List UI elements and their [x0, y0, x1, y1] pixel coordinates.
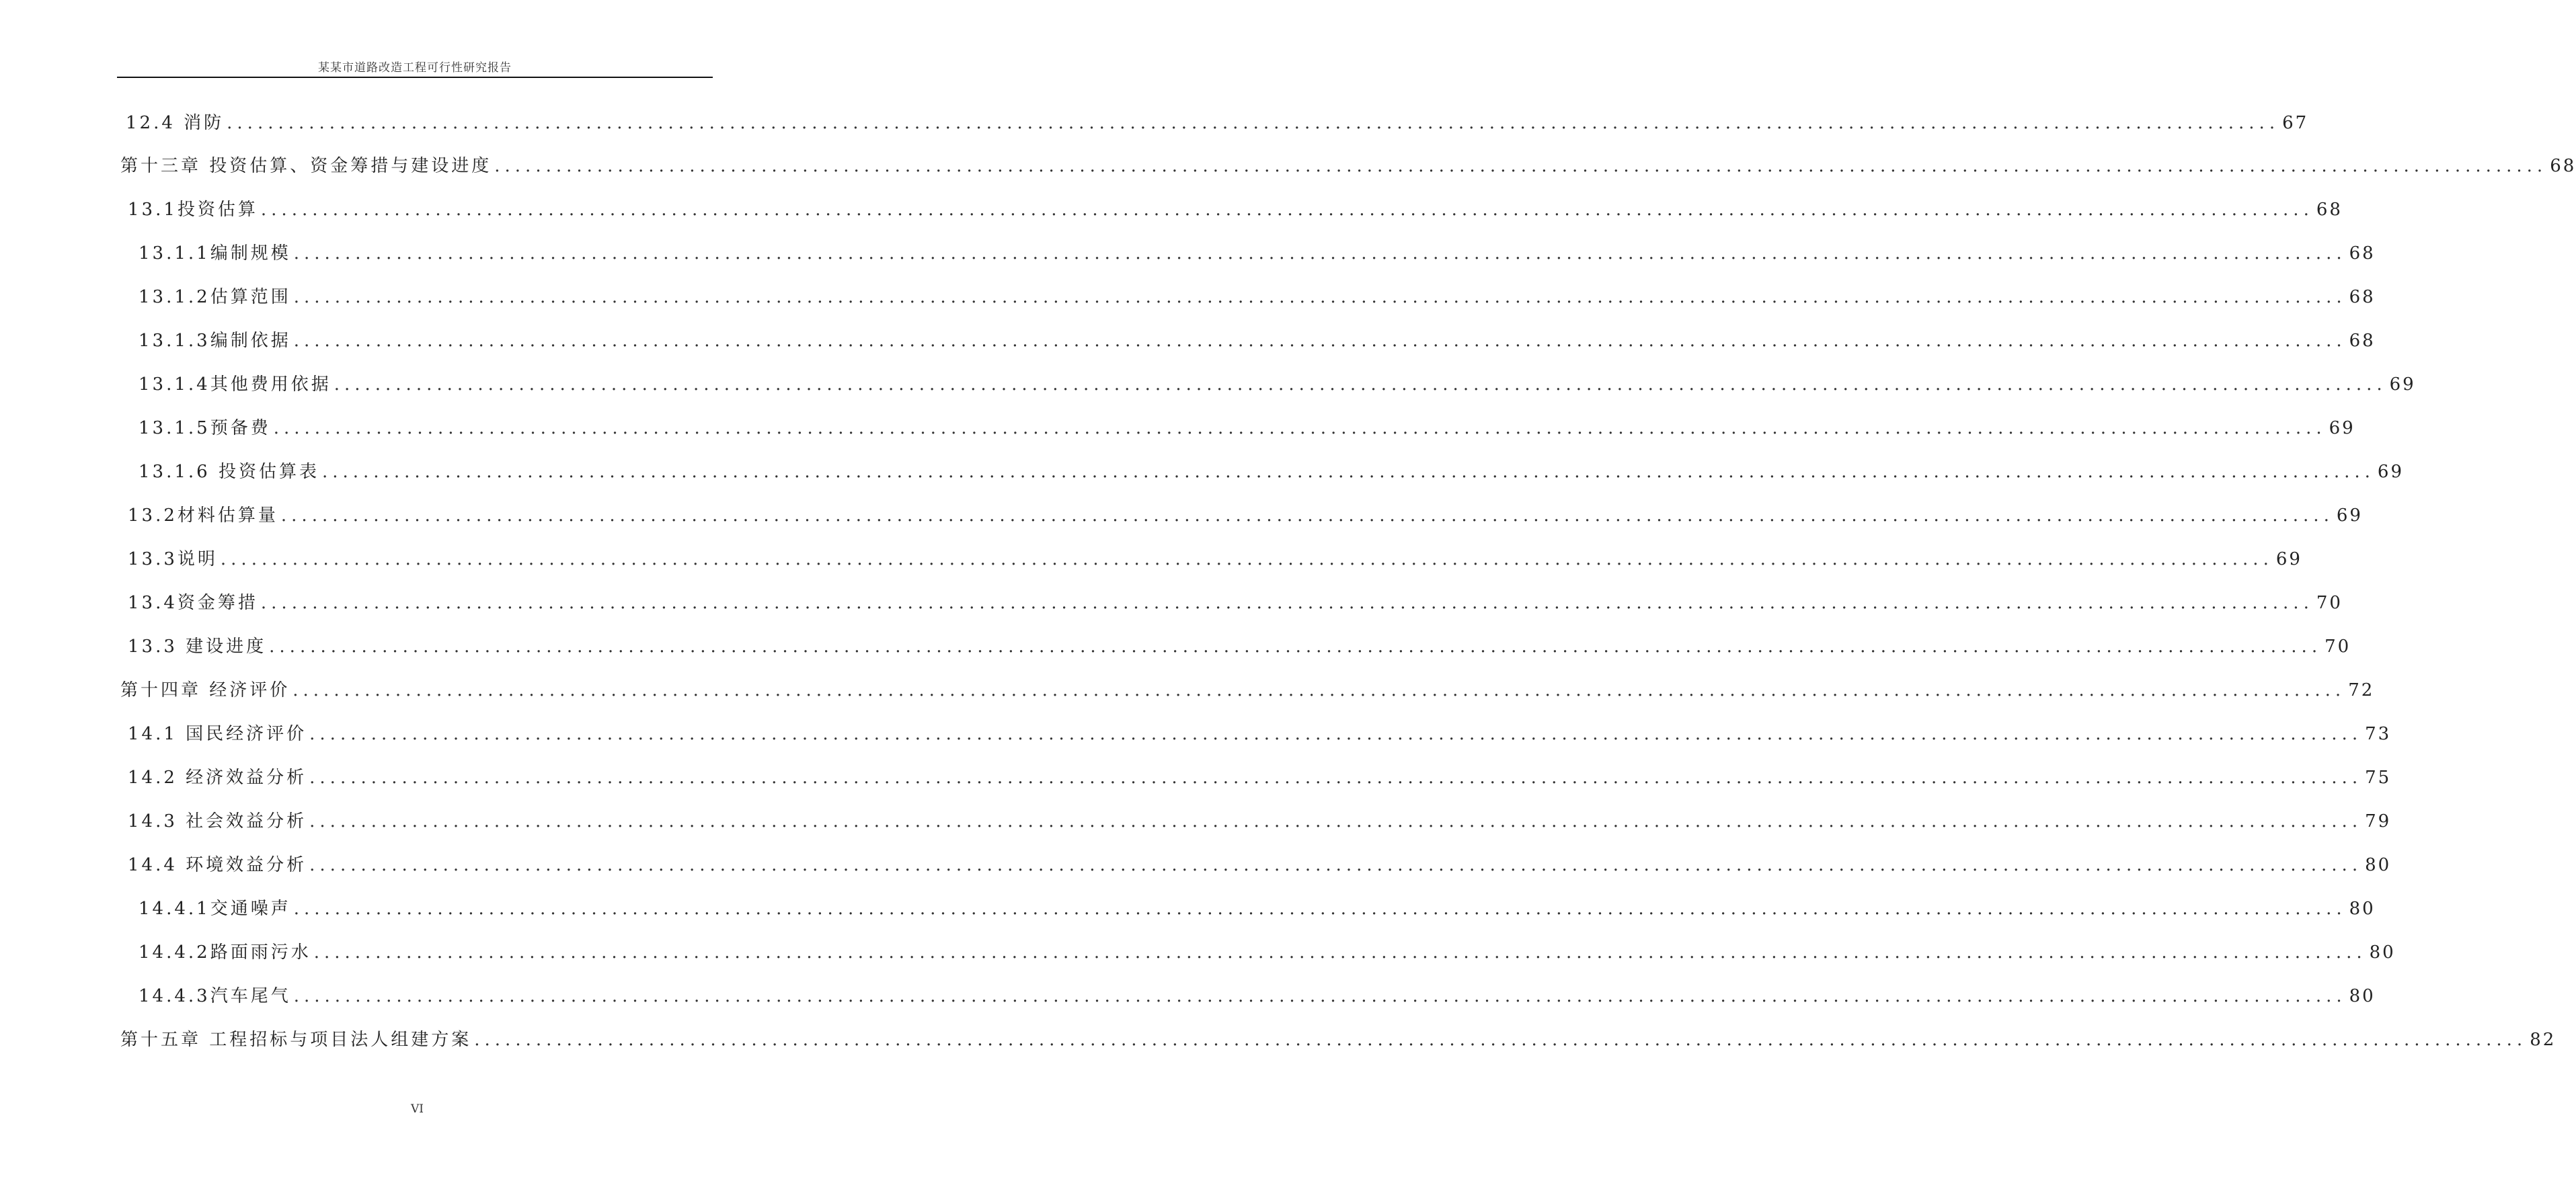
- toc-entry-page: 69: [2377, 462, 2404, 482]
- toc-dot-leader: ........................................................................................................................................................................................................: [269, 637, 2323, 657]
- toc-entry[interactable]: [128, 719, 2392, 745]
- toc-entry-page: 67: [2282, 113, 2309, 133]
- toc-entry[interactable]: [139, 893, 2376, 920]
- toc-entry-page: 70: [2325, 637, 2351, 657]
- toc-entry[interactable]: [139, 413, 2355, 440]
- toc-entry-page: 68: [2349, 243, 2376, 263]
- toc-entry[interactable]: [126, 108, 2309, 134]
- toc-entry-label: 14.4.1交通噪声: [139, 899, 291, 919]
- toc-entry[interactable]: [139, 282, 2376, 309]
- toc-dot-leader: ........................................................................................................................................................................................................: [321, 462, 2375, 482]
- toc-entry-label: 第十三章 投资估算、资金筹措与建设进度: [120, 156, 492, 176]
- toc-entry-label: 14.2 经济效益分析: [128, 768, 307, 788]
- running-header: 某某市道路改造工程可行性研究报告: [318, 61, 512, 75]
- toc-dot-leader: ........................................................................................................................................................................................................: [474, 1030, 2528, 1050]
- toc-entry-label: 14.4.2路面雨污水: [139, 942, 311, 963]
- toc-entry-label: 13.1.3编制依据: [139, 331, 291, 351]
- toc-entry[interactable]: [139, 981, 2376, 1008]
- toc-entry-page: 69: [2389, 374, 2416, 395]
- header-divider: [117, 77, 713, 78]
- toc-entry[interactable]: [128, 762, 2392, 789]
- toc-entry[interactable]: [139, 369, 2416, 396]
- toc-dot-leader: ........................................................................................................................................................................................................: [292, 680, 2346, 700]
- toc-entry-page: 73: [2365, 724, 2392, 744]
- toc-entry[interactable]: [139, 937, 2396, 964]
- toc-entry-label: 13.1.2估算范围: [139, 287, 291, 307]
- toc-dot-leader: ........................................................................................................................................................................................................: [260, 200, 2314, 220]
- toc-entry-page: 80: [2365, 855, 2392, 875]
- toc-entry[interactable]: [120, 151, 2576, 177]
- toc-entry-label: 13.2材料估算量: [128, 505, 278, 526]
- toc-entry-page: 80: [2369, 942, 2396, 963]
- toc-entry-page: 68: [2550, 156, 2576, 176]
- toc-entry-page: 80: [2349, 986, 2376, 1006]
- toc-entry[interactable]: [128, 631, 2351, 658]
- toc-entry-page: 68: [2316, 200, 2343, 220]
- toc-entry[interactable]: [120, 1024, 2557, 1051]
- toc-entry-label: 12.4 消防: [126, 113, 225, 133]
- toc-dot-leader: ........................................................................................................................................................................................................: [220, 549, 2273, 569]
- toc-dot-leader: ........................................................................................................................................................................................................: [309, 811, 2363, 831]
- toc-dot-leader: ........................................................................................................................................................................................................: [227, 113, 2280, 133]
- toc-dot-leader: ........................................................................................................................................................................................................: [309, 855, 2363, 875]
- toc-entry-label: 13.3说明: [128, 549, 218, 569]
- toc-entry[interactable]: [128, 544, 2302, 571]
- toc-entry-label: 13.3 建设进度: [128, 637, 267, 657]
- toc-entry-label: 13.1.4其他费用依据: [139, 374, 331, 395]
- toc-entry-page: 75: [2365, 768, 2392, 788]
- toc-entry-page: 80: [2349, 899, 2376, 919]
- toc-entry-label: 13.1.1编制规模: [139, 243, 291, 263]
- toc-dot-leader: ........................................................................................................................................................................................................: [293, 243, 2347, 263]
- toc-entry-label: 13.1.5预备费: [139, 418, 271, 438]
- toc-entry[interactable]: [128, 587, 2343, 614]
- toc-entry-label: 第十五章 工程招标与项目法人组建方案: [120, 1030, 472, 1050]
- toc-entry-page: 69: [2275, 549, 2302, 569]
- toc-dot-leader: ........................................................................................................................................................................................................: [334, 374, 2387, 395]
- toc-entry-label: 14.4.3汽车尾气: [139, 986, 291, 1006]
- toc-entry-label: 14.4 环境效益分析: [128, 855, 307, 875]
- toc-entry[interactable]: [128, 500, 2363, 527]
- toc-entry-page: 69: [2336, 505, 2363, 526]
- toc-dot-leader: ........................................................................................................................................................................................................: [293, 899, 2347, 919]
- toc-entry[interactable]: [139, 238, 2376, 265]
- toc-entry-label: 13.1.6 投资估算表: [139, 462, 319, 482]
- toc-entry-label: 第十四章 经济评价: [120, 680, 290, 700]
- toc-dot-leader: ........................................................................................................................................................................................................: [313, 942, 2367, 963]
- toc-entry-page: 68: [2349, 331, 2376, 351]
- toc-dot-leader: ........................................................................................................................................................................................................: [280, 505, 2334, 526]
- toc-dot-leader: ........................................................................................................................................................................................................: [494, 156, 2548, 176]
- toc-entry-page: 68: [2349, 287, 2376, 307]
- toc-entry[interactable]: [139, 456, 2404, 483]
- toc-entry[interactable]: [128, 850, 2392, 877]
- toc-entry-label: 14.1 国民经济评价: [128, 724, 307, 744]
- toc-entry[interactable]: [139, 325, 2376, 352]
- toc-entry-page: 70: [2316, 593, 2343, 613]
- toc-dot-leader: ........................................................................................................................................................................................................: [309, 768, 2363, 788]
- toc-entry[interactable]: [128, 806, 2392, 833]
- toc-dot-leader: ........................................................................................................................................................................................................: [293, 287, 2347, 307]
- toc-entry-label: 13.4资金筹措: [128, 593, 258, 613]
- toc-entry-label: 13.1投资估算: [128, 200, 258, 220]
- toc-dot-leader: ........................................................................................................................................................................................................: [273, 418, 2327, 438]
- toc-entry-page: 72: [2348, 680, 2375, 700]
- toc-entry-label: 14.3 社会效益分析: [128, 811, 307, 831]
- toc-entry-page: 79: [2365, 811, 2392, 831]
- toc-dot-leader: ........................................................................................................................................................................................................: [293, 986, 2347, 1006]
- toc-entry[interactable]: [128, 194, 2343, 221]
- toc-entry[interactable]: [120, 675, 2375, 702]
- toc-dot-leader: ........................................................................................................................................................................................................: [293, 331, 2347, 351]
- toc-dot-leader: ........................................................................................................................................................................................................: [309, 724, 2363, 744]
- page-number: VI: [411, 1102, 424, 1116]
- toc-entry-page: 82: [2530, 1030, 2557, 1050]
- toc-entry-page: 69: [2329, 418, 2355, 438]
- toc-dot-leader: ........................................................................................................................................................................................................: [260, 593, 2314, 613]
